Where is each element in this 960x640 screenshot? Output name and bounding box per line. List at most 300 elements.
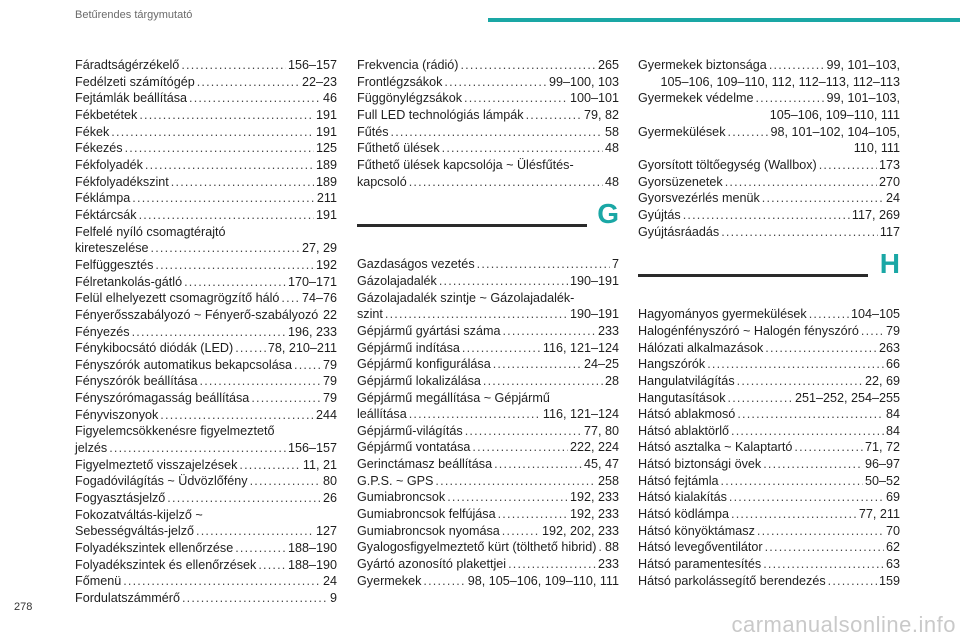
leader-dots [435,473,596,490]
entry-pages: 26 [322,491,337,506]
index-entry [638,207,900,224]
entry-term: Hátsó paramentesítés [638,557,762,572]
entry-pages: 191 [315,207,337,222]
leader-dots [235,540,286,557]
entry-term: Gyorsvezérlés menük [638,191,760,206]
leader-dots [498,506,568,523]
entry-pages: 22, 69 [864,373,900,388]
entry-term: Hátsó parkolássegítő berendezés [638,573,826,588]
leader-dots [598,539,603,556]
leader-dots [391,124,603,141]
leader-dots [769,57,825,74]
leader-dots [483,373,603,390]
entry-pages: 191 [315,124,337,139]
index-entry [638,390,900,407]
entry-term: kapcsoló [357,174,407,189]
index-entry [75,257,337,274]
index-entry [75,90,337,107]
entry-term: Féklámpa [75,191,131,206]
index-entry [357,256,619,273]
index-entry [638,489,900,506]
leader-dots [809,306,849,323]
index-entry [638,406,900,423]
leader-dots [444,74,547,91]
leader-dots [828,573,877,590]
entry-term: Folyadékszintek ellenőrzése [75,541,234,556]
leader-dots [472,439,568,456]
watermark: carmanualsonline.info [731,612,956,637]
leader-dots [151,240,300,257]
entry-term: Hátsó biztonsági övek [638,457,762,472]
index-entry [357,556,619,573]
entry-term: Fényviszonyok [75,407,159,422]
entry-pages: 84 [885,423,900,438]
entry-term: Fűtés [357,124,389,139]
entry-pages: 192 [315,257,337,272]
index-entry [357,406,619,423]
entry-term: Fényszórók automatikus bekapcsolása [75,357,293,372]
entry-pages: 117 [879,224,900,239]
entry-pages: 50–52 [864,473,900,488]
index-entry [75,140,337,157]
entry-pages: 190–191 [569,273,619,288]
entry-term: Gyorsüzenetek [638,174,723,189]
index-entry [357,74,619,91]
entry-term: Gépjármű lokalizálása [357,373,481,388]
entry-term: Fogyasztásjelző [75,491,166,506]
entry-term: Gyermekek biztonsága [638,58,767,72]
leader-dots [731,506,857,523]
entry-pages: 125 [315,141,337,156]
entry-term: Gumiabroncsok [357,490,446,505]
index-entry [75,490,337,507]
entry-term: Fordulatszámmérő [75,591,180,605]
index-entry [75,390,337,407]
entry-pages: 74–76 [301,291,337,306]
entry-pages: 22–23 [301,74,337,89]
index-entry [357,340,619,357]
entry-term: szint [357,307,383,322]
leader-dots [171,174,314,191]
entry-term: leállítása [357,407,407,422]
index-entry [357,174,619,191]
entry-pages: 191 [315,107,337,122]
index-entry [638,306,900,323]
section-divider [357,198,619,242]
leader-dots [258,557,286,574]
index-entry [75,157,337,174]
entry-term: Halogénfényszóró ~ Halogén fényszóró [638,323,859,338]
leader-dots [239,457,301,474]
index-entry [357,140,619,157]
index-entry [357,356,619,373]
entry-pages: 258 [597,473,619,488]
leader-dots [184,274,286,291]
index-entry [75,473,337,490]
entry-term: Gépjármű konfigurálása [357,357,491,372]
index-column-3 [638,57,900,589]
entry-term: Gázolajadalék [357,273,437,288]
index-entry [638,523,900,540]
page-number: 278 [14,601,33,613]
leader-dots [707,356,884,373]
index-entry [357,323,619,340]
index-entry [638,456,900,473]
leader-dots [477,256,610,273]
leader-dots [494,456,582,473]
leader-dots [109,440,286,457]
entry-term: Gerinctámasz beállítása [357,457,493,472]
entry-pages-continued: 105–106, 109–110, 112, 112–113, 112–113 [660,74,900,89]
entry-term: Fényerősszabályozó ~ Fényerő-szabályozó [75,307,319,322]
leader-dots [196,523,314,540]
entry-term: Folyadékszintek és ellenőrzések [75,557,257,572]
entry-pages: 265 [597,58,619,72]
index-entry [75,190,337,207]
entry-pages: 79 [322,391,337,406]
entry-term: Fékbetétek [75,107,138,122]
entry-term: Hangszórók [638,357,706,372]
entry-pages: 22 [322,307,337,322]
entry-pages: 251–252, 254–255 [794,390,900,405]
entry-pages: 196, 233 [287,324,337,339]
entry-term: Figyelmeztető visszajelzések [75,457,238,472]
index-entry [75,274,337,291]
index-entry [75,74,337,91]
index-entry [638,356,900,373]
index-entry [638,556,900,573]
index-entry [75,523,337,540]
index-entry [638,423,900,440]
leader-dots [737,373,863,390]
leader-dots [409,174,603,191]
section-divider [638,248,900,292]
leader-dots [464,90,568,107]
entry-term: jelzés [75,441,108,456]
index-entry-line: Fokozatváltás-kijelző ~ [75,507,203,522]
leader-dots [861,323,884,340]
leader-dots [200,373,321,390]
entry-pages: 48 [604,141,619,156]
index-entry [638,124,900,141]
leader-dots [182,590,328,607]
index-entry [357,57,619,74]
entry-term: Fékezés [75,141,123,156]
entry-term: Fékek [75,124,110,139]
entry-pages: 96–97 [864,457,900,472]
entry-term: Fényszórók beállítása [75,374,198,389]
entry-pages: 244 [315,407,337,422]
entry-pages: 24 [885,191,900,206]
section-letter: H [879,248,900,280]
entry-term: Gépjármű indítása [357,340,460,355]
entry-pages: 270 [878,174,900,189]
entry-pages: 156–157 [287,441,337,456]
entry-pages: 66 [885,357,900,372]
leader-dots [423,573,465,590]
entry-pages: 62 [885,540,900,555]
leader-dots [125,140,314,157]
index-entry [357,473,619,490]
index-entry [638,224,900,241]
index-entry [357,107,619,124]
leader-dots [460,57,596,74]
leader-dots [181,57,286,74]
index-entry-line: Fűthető ülések kapcsolója ~ Ülésfűtés- [357,157,574,172]
index-entry [75,540,337,557]
entry-term: Gyermekülések [638,124,726,139]
index-entry [75,373,337,390]
header-accent-bar [488,18,960,22]
index-entry [357,573,619,590]
index-entry [357,124,619,141]
index-entry [357,523,619,540]
entry-pages: 263 [878,340,900,355]
index-entry [75,307,337,324]
leader-dots [763,456,863,473]
entry-pages: 24 [322,574,337,589]
index-entry [75,57,337,74]
leader-dots [765,340,877,357]
entry-term: Gyújtásráadás [638,224,720,239]
entry-pages: 104–105 [850,307,900,322]
entry-pages: 116, 121–124 [542,340,619,355]
leader-dots [132,190,315,207]
index-entry [638,190,900,207]
entry-term: Fékfolyadékszint [75,174,169,189]
entry-term: G.P.S. ~ GPS [357,473,434,488]
entry-pages: 77, 211 [858,507,900,522]
entry-term: Sebességváltás-jelző [75,524,195,539]
leader-dots [139,107,314,124]
entry-term: Fogadóvilágítás ~ Üdvözlőfény [75,474,248,489]
index-entry [638,340,900,357]
running-header: Betűrendes tárgymutató [75,9,193,21]
leader-dots [729,489,884,506]
entry-pages: 45, 47 [583,457,619,472]
index-entry [638,539,900,556]
entry-pages: 79 [322,357,337,372]
entry-pages: 70 [885,523,900,538]
leader-dots [762,190,884,207]
entry-term: Hátsó ablakmosó [638,407,736,422]
entry-pages: 222, 224 [569,440,619,455]
leader-dots [794,439,863,456]
entry-pages: 9 [329,591,337,605]
entry-term: Gumiabroncsok nyomása [357,523,500,538]
index-entry [638,157,900,174]
index-entry [638,174,900,191]
entry-pages: 211 [316,191,337,206]
entry-term: Hátsó kialakítás [638,490,727,505]
leader-dots [725,174,877,191]
index-entry [75,124,337,141]
entry-term: Függönylégzsákok [357,91,463,106]
entry-pages: 192, 233 [569,490,619,505]
entry-pages: 79, 82 [583,107,619,122]
entry-pages: 99, 101–103, [826,58,900,72]
entry-term: Gumiabroncsok felfújása [357,507,496,522]
leader-dots [281,290,300,307]
leader-dots [160,407,314,424]
entry-pages: 63 [885,557,900,572]
entry-term: Fedélzeti számítógép [75,74,195,89]
index-entry [75,457,337,474]
index-entry [75,107,337,124]
entry-term: Fékfolyadék [75,157,143,172]
entry-pages: 100–101 [569,91,619,106]
index-entry [75,340,337,357]
leader-dots [508,556,596,573]
entry-term: Hangulatvilágítás [638,373,735,388]
leader-dots [139,207,314,224]
index-entry [75,557,337,574]
leader-dots [683,207,850,224]
entry-pages-continued: 105–106, 109–110, 111 [769,107,900,122]
leader-dots [755,90,824,107]
entry-term: Felfüggesztés [75,257,154,272]
entry-term: Hangutasítások [638,390,726,405]
index-entry [75,174,337,191]
entry-term: Hátsó könyöktámasz [638,523,755,538]
leader-dots [462,340,541,357]
entry-term: Full LED technológiás lámpák [357,107,524,122]
entry-pages: 98, 101–102, 104–105, [770,124,900,139]
leader-dots [439,273,568,290]
index-entry-line: Felfelé nyíló csomagtérajtó [75,224,226,239]
index-entry [75,440,337,457]
entry-pages: 233 [597,557,619,572]
entry-pages-continued: 110, 111 [853,141,900,156]
entry-term: Hátsó ablaktörlő [638,423,730,438]
leader-dots [320,307,321,324]
index-entry-line: Gázolajadalék szintje ~ Gázolajadalék- [357,290,575,305]
leader-dots [737,406,884,423]
entry-term: Gyalogosfigyelmeztető kürt (tölthető hibrid) [357,540,597,555]
index-column-2 [357,57,619,589]
index-entry [357,273,619,290]
entry-pages: 159 [878,573,900,588]
entry-pages: 46 [322,91,337,106]
index-entry [357,306,619,323]
leader-dots [385,306,568,323]
entry-pages: 79 [322,374,337,389]
index-entry [75,590,337,607]
entry-term: Frekvencia (rádió) [357,58,459,72]
index-column-1 [75,57,337,607]
index-entry [75,357,337,374]
entry-term: Gépjármű gyártási száma [357,323,501,338]
entry-pages: 77, 80 [583,423,619,438]
entry-term: Fejtámlák beállítása [75,91,187,106]
entry-pages: 98, 105–106, 109–110, 111 [467,573,619,588]
entry-pages: 99, 101–103, [826,91,900,106]
leader-dots [197,74,300,91]
leader-dots [145,157,314,174]
index-entry [75,573,337,590]
entry-pages: 99–100, 103 [548,74,619,89]
leader-dots [728,390,793,407]
index-entry [638,57,900,74]
index-entry [357,423,619,440]
entry-term: Fáradtságérzékelő [75,58,180,72]
entry-term: Gyártó azonosító plakettjei [357,557,507,572]
leader-dots [502,323,596,340]
entry-term: Hálózati alkalmazások [638,340,764,355]
leader-dots [728,124,769,141]
index-entry [357,439,619,456]
entry-term: Féktárcsák [75,207,137,222]
entry-term: Gyorsított töltőegység (Wallbox) [638,157,817,172]
leader-dots [447,489,568,506]
entry-pages: 58 [604,124,619,139]
index-entry [638,373,900,390]
entry-term: Hátsó ködlámpa [638,507,730,522]
entry-pages: 84 [885,407,900,422]
leader-dots [757,523,884,540]
entry-term: Gyermekek védelme [638,91,754,106]
entry-pages: 188–190 [287,541,337,556]
entry-pages: 190–191 [569,307,619,322]
entry-pages: 192, 233 [569,507,619,522]
leader-dots [502,523,540,540]
section-letter: G [597,198,619,230]
entry-pages: 116, 121–124 [542,407,619,422]
entry-term: Gyújtás [638,207,681,222]
leader-dots [167,490,321,507]
entry-pages: 11, 21 [302,457,337,472]
entry-term: Gyermekek [357,573,422,588]
entry-term: Fényszórómagasság beállítása [75,391,250,406]
entry-term: Hátsó levegőventilátor [638,540,763,555]
entry-pages: 88 [604,540,619,555]
leader-dots [189,90,321,107]
leader-dots [250,473,321,490]
entry-term: Frontlégzsákok [357,74,443,89]
entry-term: Fűthető ülések [357,141,440,156]
leader-dots [235,340,266,357]
entry-term: Gépjármű-világítás [357,423,463,438]
entry-pages: 192, 202, 233 [541,523,619,538]
entry-pages: 117, 269 [851,207,900,222]
index-entry [357,456,619,473]
entry-pages: 189 [315,157,337,172]
entry-term: Hátsó asztalka ~ Kalaptartó [638,440,793,455]
index-entry [638,90,900,107]
entry-pages: 173 [878,157,900,172]
leader-dots [442,140,603,157]
entry-pages: 156–157 [287,58,337,72]
leader-dots [819,157,877,174]
entry-pages: 189 [315,174,337,189]
leader-dots [294,357,321,374]
leader-dots [526,107,582,124]
index-entry [75,207,337,224]
index-entry [638,473,900,490]
leader-dots [731,423,884,440]
index-entry [638,439,900,456]
entry-pages: 170–171 [287,274,337,289]
index-entry [75,407,337,424]
index-entry [357,90,619,107]
entry-pages: 7 [611,257,619,272]
entry-pages: 27, 29 [301,241,337,256]
entry-term: Hátsó fejtámla [638,473,719,488]
index-entry [75,324,337,341]
leader-dots [155,257,314,274]
entry-pages: 127 [315,524,337,539]
leader-dots [765,539,884,556]
